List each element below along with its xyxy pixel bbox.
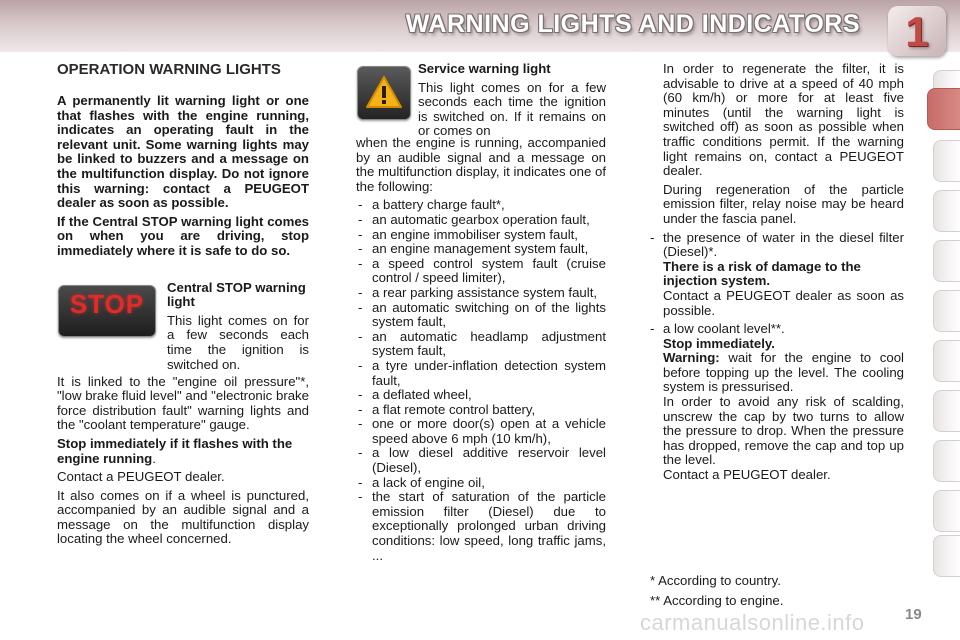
list-item: - a speed control system fault (cruise control / speed limiter), [356, 257, 606, 286]
list-item: - the start of saturation of the particle emission filter (Diesel) due to exceptionally prolonged urban driving conditions: low speed, long traffic jams, ... [356, 490, 606, 563]
warning-triangle-icon [357, 66, 411, 120]
list-item: - an automatic gearbox operation fault, [356, 213, 606, 228]
page-number: 19 [905, 606, 922, 623]
chapter-badge [888, 6, 946, 56]
section-tab[interactable] [933, 535, 960, 577]
column-operation-warning-lights [57, 62, 309, 551]
coolant-text: a low coolant level**. [663, 321, 785, 337]
section-heading: OPERATION WARNING LIGHTS [57, 61, 281, 78]
list-item: - a low diesel additive reservoir level (Diesel), [356, 446, 606, 475]
page-title: WARNING LIGHTS AND INDICATORS [405, 10, 860, 38]
warning-text: wait for the engine to cool before topping up the level. The cooling system is pressurised. [663, 350, 904, 395]
footnote-engine: ** According to engine. [650, 592, 784, 608]
section-tab[interactable] [933, 340, 960, 382]
list-item: - a deflated wheel, [356, 388, 606, 403]
section-tabs [930, 70, 960, 575]
stop-flash-instruction [57, 437, 309, 466]
service-light-text [418, 62, 606, 139]
list-item: - a tyre under-inflation detection system fault, [356, 359, 606, 388]
footnotes [650, 574, 890, 613]
water-risk-text: There is a risk of damage to the injection system. [663, 258, 861, 289]
warning-triangle-svg [365, 75, 403, 109]
list-item: - an automatic switching on of the lights system fault, [356, 301, 606, 330]
stop-linked-text: It is linked to the "engine oil pressure"*, "low brake fluid level" and "electronic brake force distribution fault" warning lights and the "coolant temperature" gauge. [57, 373, 309, 433]
chapter-number: 1 [905, 8, 929, 55]
column-service-warning [356, 62, 606, 563]
regen-noise-text: During regeneration of the particle emission filter, relay noise may be heard under the fascia panel. [663, 181, 904, 226]
section-tab[interactable] [933, 490, 960, 532]
warning-label: Warning: [663, 350, 720, 366]
service-light-desc-2: when the engine is running, accompanied by an audible signal and a message on the multifunction display, it indicates one of the following: [356, 135, 606, 194]
list-item: - a battery charge fault*, [356, 198, 606, 213]
water-item: - the presence of water in the diesel filter (Diesel)*. There is a risk of damage to the injection system. Contact a PEUGEOT dealer as soon as possible. [650, 229, 904, 318]
section-tab[interactable] [933, 440, 960, 482]
regen-text: In order to regenerate the filter, it is advisable to drive at a speed of 40 mph (60 km/h) or more for at least five minutes (until the warning light is switched off) as soon as possible when traffic conditions permit. If the warning light remains on, contact a PEUGEOT dealer. [663, 61, 904, 179]
section-tab[interactable] [933, 190, 960, 232]
section-tab[interactable] [933, 240, 960, 282]
section-tab-active[interactable] [927, 88, 960, 130]
section-tab[interactable] [933, 290, 960, 332]
scald-text: In order to avoid any risk of scalding, unscrew the cap by two turns to allow the pressure to drop. When the pressure has dropped, remove the cap and top up the level. [663, 394, 904, 468]
stop-icon-label: STOP [69, 288, 145, 319]
stop-light-block [57, 281, 309, 375]
list-item: - an engine immobiliser system fault, [356, 228, 606, 243]
stop-flash-end: . [152, 450, 156, 466]
stop-flash-bold: Stop immediately if it flashes with the engine running [57, 435, 293, 466]
stop-light-desc: This light comes on for a few seconds each time the ignition is switched on. [167, 312, 309, 372]
list-item: - one or more door(s) open at a vehicle speed above 6 mph (10 km/h), [356, 417, 606, 446]
watermark: carmanualsonline.info [640, 610, 865, 635]
coolant-item: - a low coolant level**. Stop immediately. Warning: wait for the engine to cool before topping up the level. The cooling system is pressurised. In order to avoid any risk of scalding, unscrew the cap by two turns to allow the pressure to drop. When the pressure has dropped, remove the cap and top up the level. Contact a PEUGEOT dealer. [650, 321, 904, 483]
footnote-country: * According to country. [650, 573, 781, 588]
list-item: - a rear parking assistance system fault, [356, 286, 606, 301]
warning-note [663, 351, 904, 395]
stop-warning-light-icon [58, 285, 156, 337]
service-light-desc-1: This light comes on for a few seconds each time the ignition is switched on. If it remains on or comes on [418, 79, 606, 139]
stop-light-title: Central STOP warning light [167, 279, 306, 310]
intro-warning: A permanently lit warning light or one that flashes with the engine running, indicates an operating fault in the relevant unit. Some warning lights may be linked to buzzers and a message on the multifunction display. Do not ignore this warning: contact a PEUGEOT dealer as soon as possible. [57, 93, 309, 211]
service-light-title: Service warning light [418, 61, 551, 76]
section-tab[interactable] [933, 140, 960, 182]
puncture-text: It also comes on if a wheel is punctured, accompanied by an audible signal and a message on the multifunction display locating the wheel concerned. [57, 487, 309, 547]
water-contact-text: Contact a PEUGEOT dealer as soon as possible. [663, 287, 904, 318]
coolant-contact-text: Contact a PEUGEOT dealer. [663, 467, 831, 483]
intro-stop-warning: If the Central STOP warning light comes on when you are driving, stop immediately where it is safe to do so. [57, 213, 309, 258]
water-text: the presence of water in the diesel filter (Diesel)*. [663, 229, 904, 260]
stop-immediately-text: Stop immediately. [663, 335, 775, 351]
list-item: - an engine management system fault, [356, 242, 606, 257]
column-continued [650, 62, 904, 487]
fault-list [356, 198, 606, 563]
section-tab[interactable] [933, 390, 960, 432]
list-item: - a flat remote control battery, [356, 403, 606, 418]
list-item: - a lack of engine oil, [356, 476, 606, 491]
service-light-block [356, 61, 606, 139]
contact-dealer: Contact a PEUGEOT dealer. [57, 469, 225, 485]
list-item: - an automatic headlamp adjustment system fault, [356, 330, 606, 359]
stop-light-description [167, 281, 309, 377]
